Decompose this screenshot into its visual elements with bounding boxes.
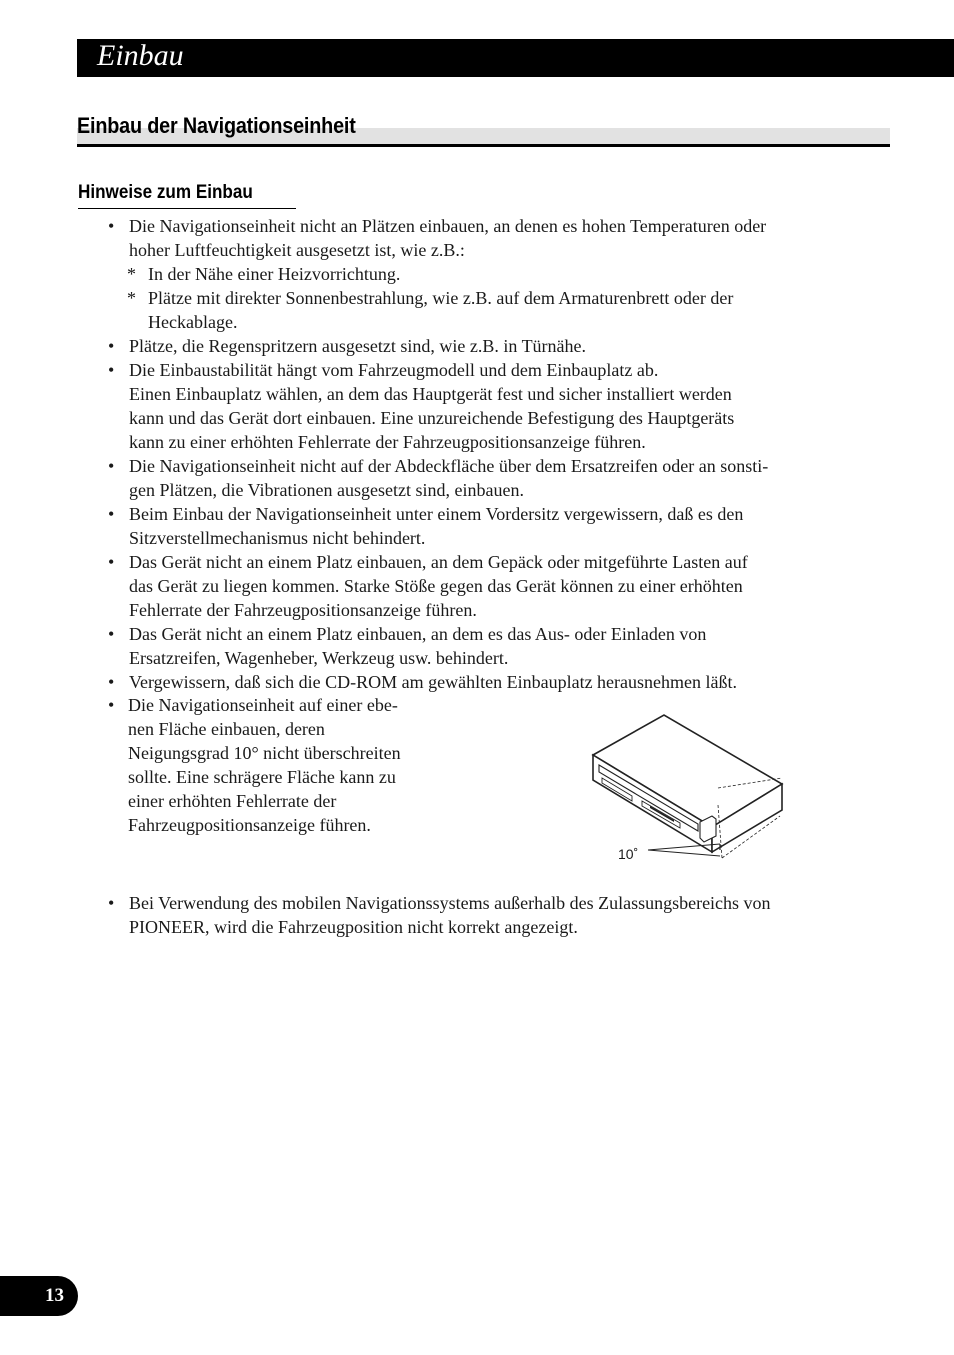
- bullet-icon: •: [108, 624, 115, 644]
- item-text-line: kann und das Gerät dort einbauen. Eine unzureichende Befestigung des Hauptgeräts: [129, 408, 735, 428]
- item-text-line: kann zu einer erhöhten Fehlerrate der Fahrzeugpositionsanzeige führen.: [129, 432, 646, 452]
- item-text-line: sollte. Eine schrägere Fläche kann zu: [128, 767, 396, 787]
- item-text-line: Das Gerät nicht an einem Platz einbauen, an dem es das Aus- oder Einladen von: [129, 624, 707, 644]
- list-item: [108, 693, 468, 837]
- sub-item-text-line: In der Nähe einer Heizvorrichtung.: [148, 264, 401, 284]
- list-item: [108, 358, 868, 454]
- list-item: [108, 550, 868, 622]
- item-text-line: Ersatzreifen, Wagenheber, Werkzeug usw. behindert.: [129, 648, 509, 668]
- item-text-line: PIONEER, wird die Fahrzeugposition nicht korrekt angezeigt.: [129, 917, 578, 937]
- item-text-line: Einen Einbauplatz wählen, an dem das Hauptgerät fest und sicher installiert werden: [129, 384, 732, 404]
- item-text-line: Bei Verwendung des mobilen Navigationssystems außerhalb des Zulassungsbereichs von: [129, 893, 771, 913]
- list-item: [108, 502, 868, 550]
- item-text-line: Vergewissern, daß sich die CD-ROM am gewählten Einbauplatz herausnehmen läßt.: [129, 672, 738, 692]
- subsection-underline: [78, 208, 296, 209]
- bullet-icon: •: [108, 695, 115, 715]
- list-item-inner: [108, 891, 868, 939]
- item-text-line: Die Navigationseinheit nicht an Plätzen einbauen, an denen es hohen Temperaturen oder: [129, 216, 767, 236]
- bullet-icon: •: [108, 672, 115, 692]
- bullet-icon: •: [108, 552, 115, 572]
- item-text-line: einer erhöhten Fehlerrate der: [128, 791, 337, 811]
- page-number-tab: [0, 1276, 78, 1316]
- list-item: [108, 214, 868, 262]
- item-text-line: hoher Luftfeuchtigkeit ausgesetzt ist, wie z.B.:: [129, 240, 465, 260]
- chapter-title-bar: [77, 39, 954, 77]
- item-text-line: Die Navigationseinheit nicht auf der Abdeckfläche über dem Ersatzreifen oder an sonsti-: [129, 456, 769, 476]
- sub-item-text-line: Plätze mit direkter Sonnenbestrahlung, wie z.B. auf dem Armaturenbrett oder der: [148, 288, 734, 308]
- angle-label: 10˚: [618, 846, 639, 862]
- section-title: Einbau der Navigationseinheit: [77, 113, 356, 138]
- item-text-line: gen Plätzen, die Vibrationen ausgesetzt sind, einbauen.: [129, 480, 524, 500]
- list-item: [108, 622, 868, 670]
- sub-item-text-line: Heckablage.: [148, 312, 238, 332]
- item-text-line: Sitzverstellmechanismus nicht behindert.: [129, 528, 426, 548]
- item-text-line: das Gerät zu liegen kommen. Starke Stöße gegen das Gerät können zu einer erhöhten: [129, 576, 743, 596]
- item-text-line: Das Gerät nicht an einem Platz einbauen, an dem Gepäck oder mitgeführte Lasten auf: [129, 552, 748, 572]
- item-text-line: nen Fläche einbauen, deren: [128, 719, 325, 739]
- item-text-line: Die Navigationseinheit auf einer ebe-: [128, 695, 398, 715]
- list-item: [108, 454, 868, 502]
- item-text-line: Plätze, die Regenspritzern ausgesetzt sind, wie z.B. in Türnähe.: [129, 336, 587, 356]
- tilt-note-block: [108, 693, 868, 873]
- bullet-icon: •: [108, 216, 115, 236]
- asterisk-icon: *: [127, 264, 136, 284]
- item-text-line: Fahrzeugpositionsanzeige führen.: [128, 815, 371, 835]
- list-item: [108, 891, 868, 939]
- bullet-icon: •: [108, 893, 115, 913]
- page-number: 13: [45, 1285, 64, 1306]
- bullet-icon: •: [108, 336, 115, 356]
- section-heading: [77, 112, 890, 147]
- subsection-title: Hinweise zum Einbau: [78, 182, 253, 203]
- asterisk-icon: *: [127, 288, 136, 308]
- sub-list-item: [108, 262, 868, 286]
- bullet-icon: •: [108, 504, 115, 524]
- bullet-list: [108, 214, 868, 694]
- item-text-line: Beim Einbau der Navigationseinheit unter einem Vordersitz vergewissern, daß es den: [129, 504, 744, 524]
- list-item: [108, 334, 868, 358]
- chapter-title: Einbau: [97, 39, 184, 72]
- item-text-line: Fehlerrate der Fahrzeugpositionsanzeige führen.: [129, 600, 477, 620]
- bullet-icon: •: [108, 360, 115, 380]
- item-text-line: Die Einbaustabilität hängt vom Fahrzeugmodell und dem Einbauplatz ab.: [129, 360, 659, 380]
- sub-list-item: [108, 286, 868, 334]
- item-text-line: Neigungsgrad 10° nicht überschreiten: [128, 743, 401, 763]
- list-item: [108, 670, 868, 694]
- bullet-icon: •: [108, 456, 115, 476]
